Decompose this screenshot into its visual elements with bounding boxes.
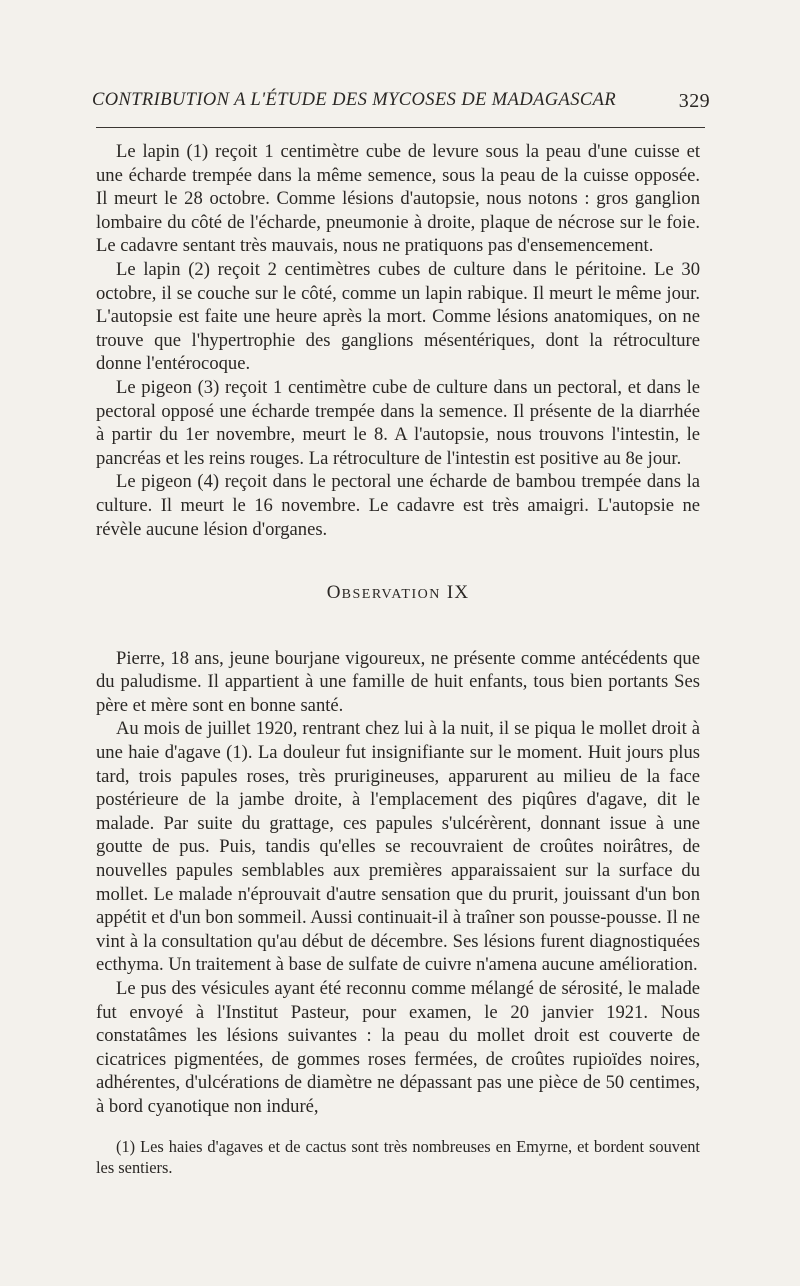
page-number: 329: [678, 90, 710, 112]
paragraph: Le pigeon (3) reçoit 1 centimètre cube de culture dans un pectoral, et dans le pectoral opposé une écharde trempée dans la semence. Il présente de la diarrhée à partir du 1er novembre, meurt le 8. A l'autopsie, nous trouvons l'intestin, le pancréas et les reins rouges. La rétroculture de l'intestin est positive au 8e jour.: [96, 376, 700, 469]
paragraph: Pierre, 18 ans, jeune bourjane vigoureux, ne présente comme antécédents que du paludisme. Il appartient à une famille de huit enfants, tous bien portants Ses père et mère sont en bonne santé.: [96, 647, 700, 716]
paragraph: Le pigeon (4) reçoit dans le pectoral une écharde de bambou trempée dans la culture. Il meurt le 16 novembre. Le cadavre est très amaigri. L'autopsie ne révèle aucune lésion d'organes.: [96, 471, 700, 540]
footnote: [96, 1137, 700, 1178]
paragraph: Le pus des vésicules ayant été reconnu comme mélangé de sérosité, le malade fut envoyé à l'Institut Pasteur, pour examen, le 20 janvier 1921. Nous constatâmes les lésions suivantes : la peau du mollet droit est couverte de cicatrices pigmentées, de gommes roses fermées, de croûtes rupioïdes noires, adhérentes, d'ulcérations de diamètre ne dépassant pas une pièce de 50 centimes, à bord cyanotique non induré,: [96, 978, 700, 1117]
paragraph: Le lapin (1) reçoit 1 centimètre cube de levure sous la peau d'une cuisse et une écharde trempée dans la même semence, sous la peau de la cuisse opposée. Il meurt le 28 octobre. Comme lésions d'autopsie, nous notons : gros ganglion lombaire du côté de l'écharde, pneumonie à droite, plaque de nécrose sur le foie. Le cadavre sentant très mauvais, nous ne pratiquons pas d'ensemencement.: [96, 141, 700, 257]
section-heading-initial: O: [326, 582, 342, 604]
footnote-text: (1) Les haies d'agaves et de cactus sont très nombreuses en Emyrne, et bordent souvent les sentiers.: [96, 1137, 700, 1177]
paragraph: Au mois de juillet 1920, rentrant chez lui à la nuit, il se piqua le mollet droit à une haie d'agave (1). La douleur fut insignifiante sur le moment. Huit jours plus tard, trois papules roses, très prurigineuses, apparurent au milieu de la face postérieure de la jambe droite, à l'emplacement des piqûres d'agave, dit le malade. Par suite du grattage, ces papules s'ulcérèrent, donnant issue à une goutte de pus. Puis, tandis qu'elles se recouvraient de croûtes noirâtres, de nouvelles papules semblables aux premières apparaissaient sur la surface du mollet. Le malade n'éprouvait d'autre sensation que du prurit, jouissant d'un bon appétit et d'un bon sommeil. Aussi continuait-il à traîner son pousse-pousse. Il ne vint à la consultation qu'au début de décembre. Ses lésions furent diagnostiquées ecthyma. Un traitement à base de sulfate de cuivre n'amena aucune amélioration.: [96, 718, 700, 976]
body-text: [96, 140, 700, 1119]
section-heading-word: BSERVATION: [341, 587, 441, 603]
section-heading-numeral: IX: [446, 582, 470, 604]
section-heading: [96, 581, 700, 607]
running-header: [88, 86, 710, 118]
running-title: CONTRIBUTION A L'ÉTUDE DES MYCOSES DE MADAGASCAR: [92, 90, 617, 110]
header-rule: [96, 127, 705, 128]
paragraph: Le lapin (2) reçoit 2 centimètres cubes de culture dans le péritoine. Le 30 octobre, il se couche sur le côté, comme un lapin rabique. Il meurt le même jour. L'autopsie est faite une heure après la mort. Comme lésions anatomiques, on ne trouve que l'hypertrophie des ganglions mésentériques, dont la rétroculture donne l'entérocoque.: [96, 258, 700, 375]
